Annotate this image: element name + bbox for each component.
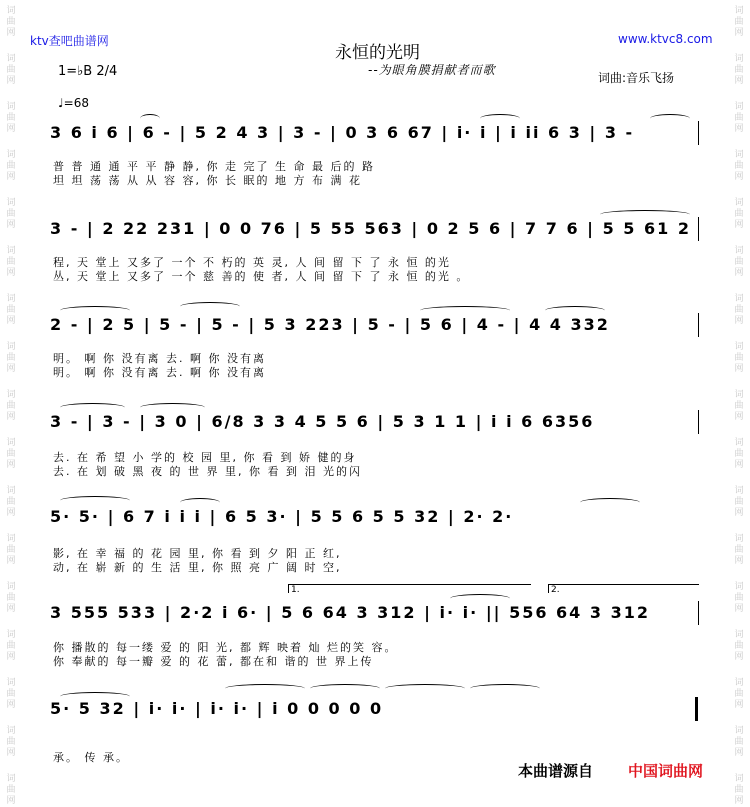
watermark-text: 词 曲 网	[6, 630, 16, 662]
watermark-text: 词 曲 网	[734, 390, 744, 422]
watermark-text: 词 曲 网	[6, 438, 16, 470]
song-credit: 词曲:音乐飞扬	[598, 71, 675, 85]
notes-row-5: 5· 5· | 6 7 i i i | 6 5 3· | 5 5 6 5 5 32 | 2· 2·	[50, 507, 514, 526]
slur	[545, 306, 605, 315]
tempo-marking: ♩=68	[58, 96, 89, 110]
lyric-row-4a: 去. 在 希 望 小 学的 校 园 里, 你 看 到 娇 健的身	[53, 451, 357, 464]
second-ending-bracket	[548, 584, 699, 593]
slur	[225, 684, 305, 693]
site-left-link[interactable]: ktv查吧曲谱网	[30, 34, 109, 48]
notes-row-1: 3 6 i 6 | 6 - | 5 2 4 3 | 3 - | 0 3 6 67 | i· i | i ii 6 3 | 3 -	[50, 123, 635, 142]
watermark-text: 词 曲 网	[6, 54, 16, 86]
watermark-text: 词 曲 网	[734, 486, 744, 518]
final-barline	[695, 697, 698, 721]
source-label: 本曲谱源自	[518, 762, 594, 780]
slur	[650, 114, 690, 123]
notes-row-4: 3 - | 3 - | 3 0 | 6/8 3 3 4 5 5 6 | 5 3 1 1 | i i 6 6356	[50, 412, 595, 431]
watermark-text: 词 曲 网	[6, 390, 16, 422]
slur	[420, 306, 510, 315]
lyric-row-4b: 去. 在 划 破 黑 夜 的 世 界 里, 你 看 到 泪 光的闪	[53, 465, 362, 478]
watermark-text: 词 曲 网	[6, 486, 16, 518]
watermark-text: 词 曲 网	[6, 774, 16, 806]
watermark-text: 词 曲 网	[6, 150, 16, 182]
lyric-row-5a: 影, 在 幸 福 的 花 园 里, 你 看 到 夕 阳 正 红,	[53, 547, 342, 560]
lyric-row-3a: 明。 啊 你 没有离 去. 啊 你 没有离	[53, 352, 266, 365]
first-ending-bracket	[288, 584, 531, 593]
key-signature: 1=♭B 2/4	[58, 64, 118, 79]
slur	[480, 114, 520, 123]
first-ending-label: 1.	[291, 585, 300, 595]
slur	[60, 306, 130, 315]
barline	[698, 601, 699, 625]
barline	[698, 313, 699, 337]
watermark-text: 词 曲 网	[734, 726, 744, 758]
notes-row-3: 2 - | 2 5 | 5 - | 5 - | 5 3 223 | 5 - | 5 6 | 4 - | 4 4 332	[50, 315, 610, 334]
notes-row-2: 3 - | 2 22 231 | 0 0 76 | 5 55 563 | 0 2 5 6 | 7 7 6 | 5 5 61 2	[50, 219, 691, 238]
lyric-row-1b: 坦 坦 荡 荡 从 从 容 容, 你 长 眠的 地 方 布 满 花	[53, 174, 362, 187]
slur	[140, 114, 160, 123]
staff-row-6	[50, 598, 700, 628]
barline	[698, 121, 699, 145]
watermark-text: 词 曲 网	[6, 246, 16, 278]
site-right-link[interactable]: www.ktvc8.com	[618, 32, 713, 46]
watermark-text: 词 曲 网	[6, 582, 16, 614]
watermark-text: 词 曲 网	[734, 678, 744, 710]
song-title: 永恒的光明	[335, 43, 420, 63]
watermark-text: 词 曲 网	[734, 630, 744, 662]
lyric-row-1a: 普 普 通 通 平 平 静 静, 你 走 完了 生 命 最 后的 路	[53, 160, 375, 173]
watermark-text: 词 曲 网	[734, 150, 744, 182]
watermark-text: 词 曲 网	[6, 342, 16, 374]
slur	[60, 692, 130, 701]
lyric-row-6a: 你 播散的 每一缕 爱 的 阳 光, 都 辉 映着 灿 烂的笑 容。	[53, 641, 398, 654]
slur	[180, 302, 240, 311]
watermark-text: 词 曲 网	[734, 534, 744, 566]
watermark-text: 词 曲 网	[734, 102, 744, 134]
song-subtitle: --为眼角膜捐献者而歌	[368, 63, 496, 77]
barline	[698, 410, 699, 434]
watermark-text: 词 曲 网	[734, 6, 744, 38]
lyric-row-7a: 承。 传 承。	[53, 751, 129, 764]
watermark-text: 词 曲 网	[734, 294, 744, 326]
watermark-text: 词 曲 网	[6, 102, 16, 134]
watermark-text: 词 曲 网	[6, 534, 16, 566]
watermark-text: 词 曲 网	[734, 198, 744, 230]
watermark-text: 词 曲 网	[6, 198, 16, 230]
notes-row-6: 3 555 533 | 2·2 i 6· | 5 6 64 3 312 | i· i· || 556 64 3 312	[50, 603, 650, 622]
notes-row-7: 5· 5 32 | i· i· | i· i· | i 0 0 0 0 0	[50, 699, 384, 718]
barline	[698, 217, 699, 241]
slur	[180, 498, 220, 507]
watermark-text: 词 曲 网	[734, 774, 744, 806]
staff-row-7	[50, 694, 700, 724]
lyric-row-3b: 明。 啊 你 没有离 去. 啊 你 没有离	[53, 366, 266, 379]
slur	[450, 594, 510, 603]
watermark-text: 词 曲 网	[734, 54, 744, 86]
slur	[470, 684, 540, 693]
slur	[140, 403, 205, 412]
slur	[310, 684, 380, 693]
lyric-row-6b: 你 奉献的 每一瓣 爱 的 花 蕾, 都在和 谐的 世 界上传	[53, 655, 374, 668]
slur	[60, 403, 125, 412]
watermark-text: 词 曲 网	[6, 678, 16, 710]
lyric-row-5b: 动, 在 崭 新 的 生 活 里, 你 照 亮 广 阔 时 空,	[53, 561, 342, 574]
slur	[580, 498, 640, 507]
watermark-right-column	[732, 0, 746, 807]
watermark-left-column	[4, 0, 18, 807]
watermark-text: 词 曲 网	[734, 342, 744, 374]
lyric-row-2b: 丛, 天 堂上 又多了 一个 慈 善的 使 者, 人 间 留 下 了 永 恒 的光 。	[53, 270, 470, 283]
watermark-text: 词 曲 网	[6, 726, 16, 758]
lyric-row-2a: 程, 天 堂上 又多了 一个 不 朽的 英 灵, 人 间 留 下 了 永 恒 的光	[53, 256, 451, 269]
watermark-text: 词 曲 网	[6, 6, 16, 38]
slur	[60, 496, 130, 505]
watermark-text: 词 曲 网	[734, 246, 744, 278]
brand-link[interactable]: 中国词曲网	[628, 762, 704, 780]
second-ending-label: 2.	[551, 585, 560, 595]
slur	[600, 210, 690, 219]
watermark-text: 词 曲 网	[734, 582, 744, 614]
watermark-text: 词 曲 网	[734, 438, 744, 470]
watermark-text: 词 曲 网	[6, 294, 16, 326]
slur	[385, 684, 465, 693]
